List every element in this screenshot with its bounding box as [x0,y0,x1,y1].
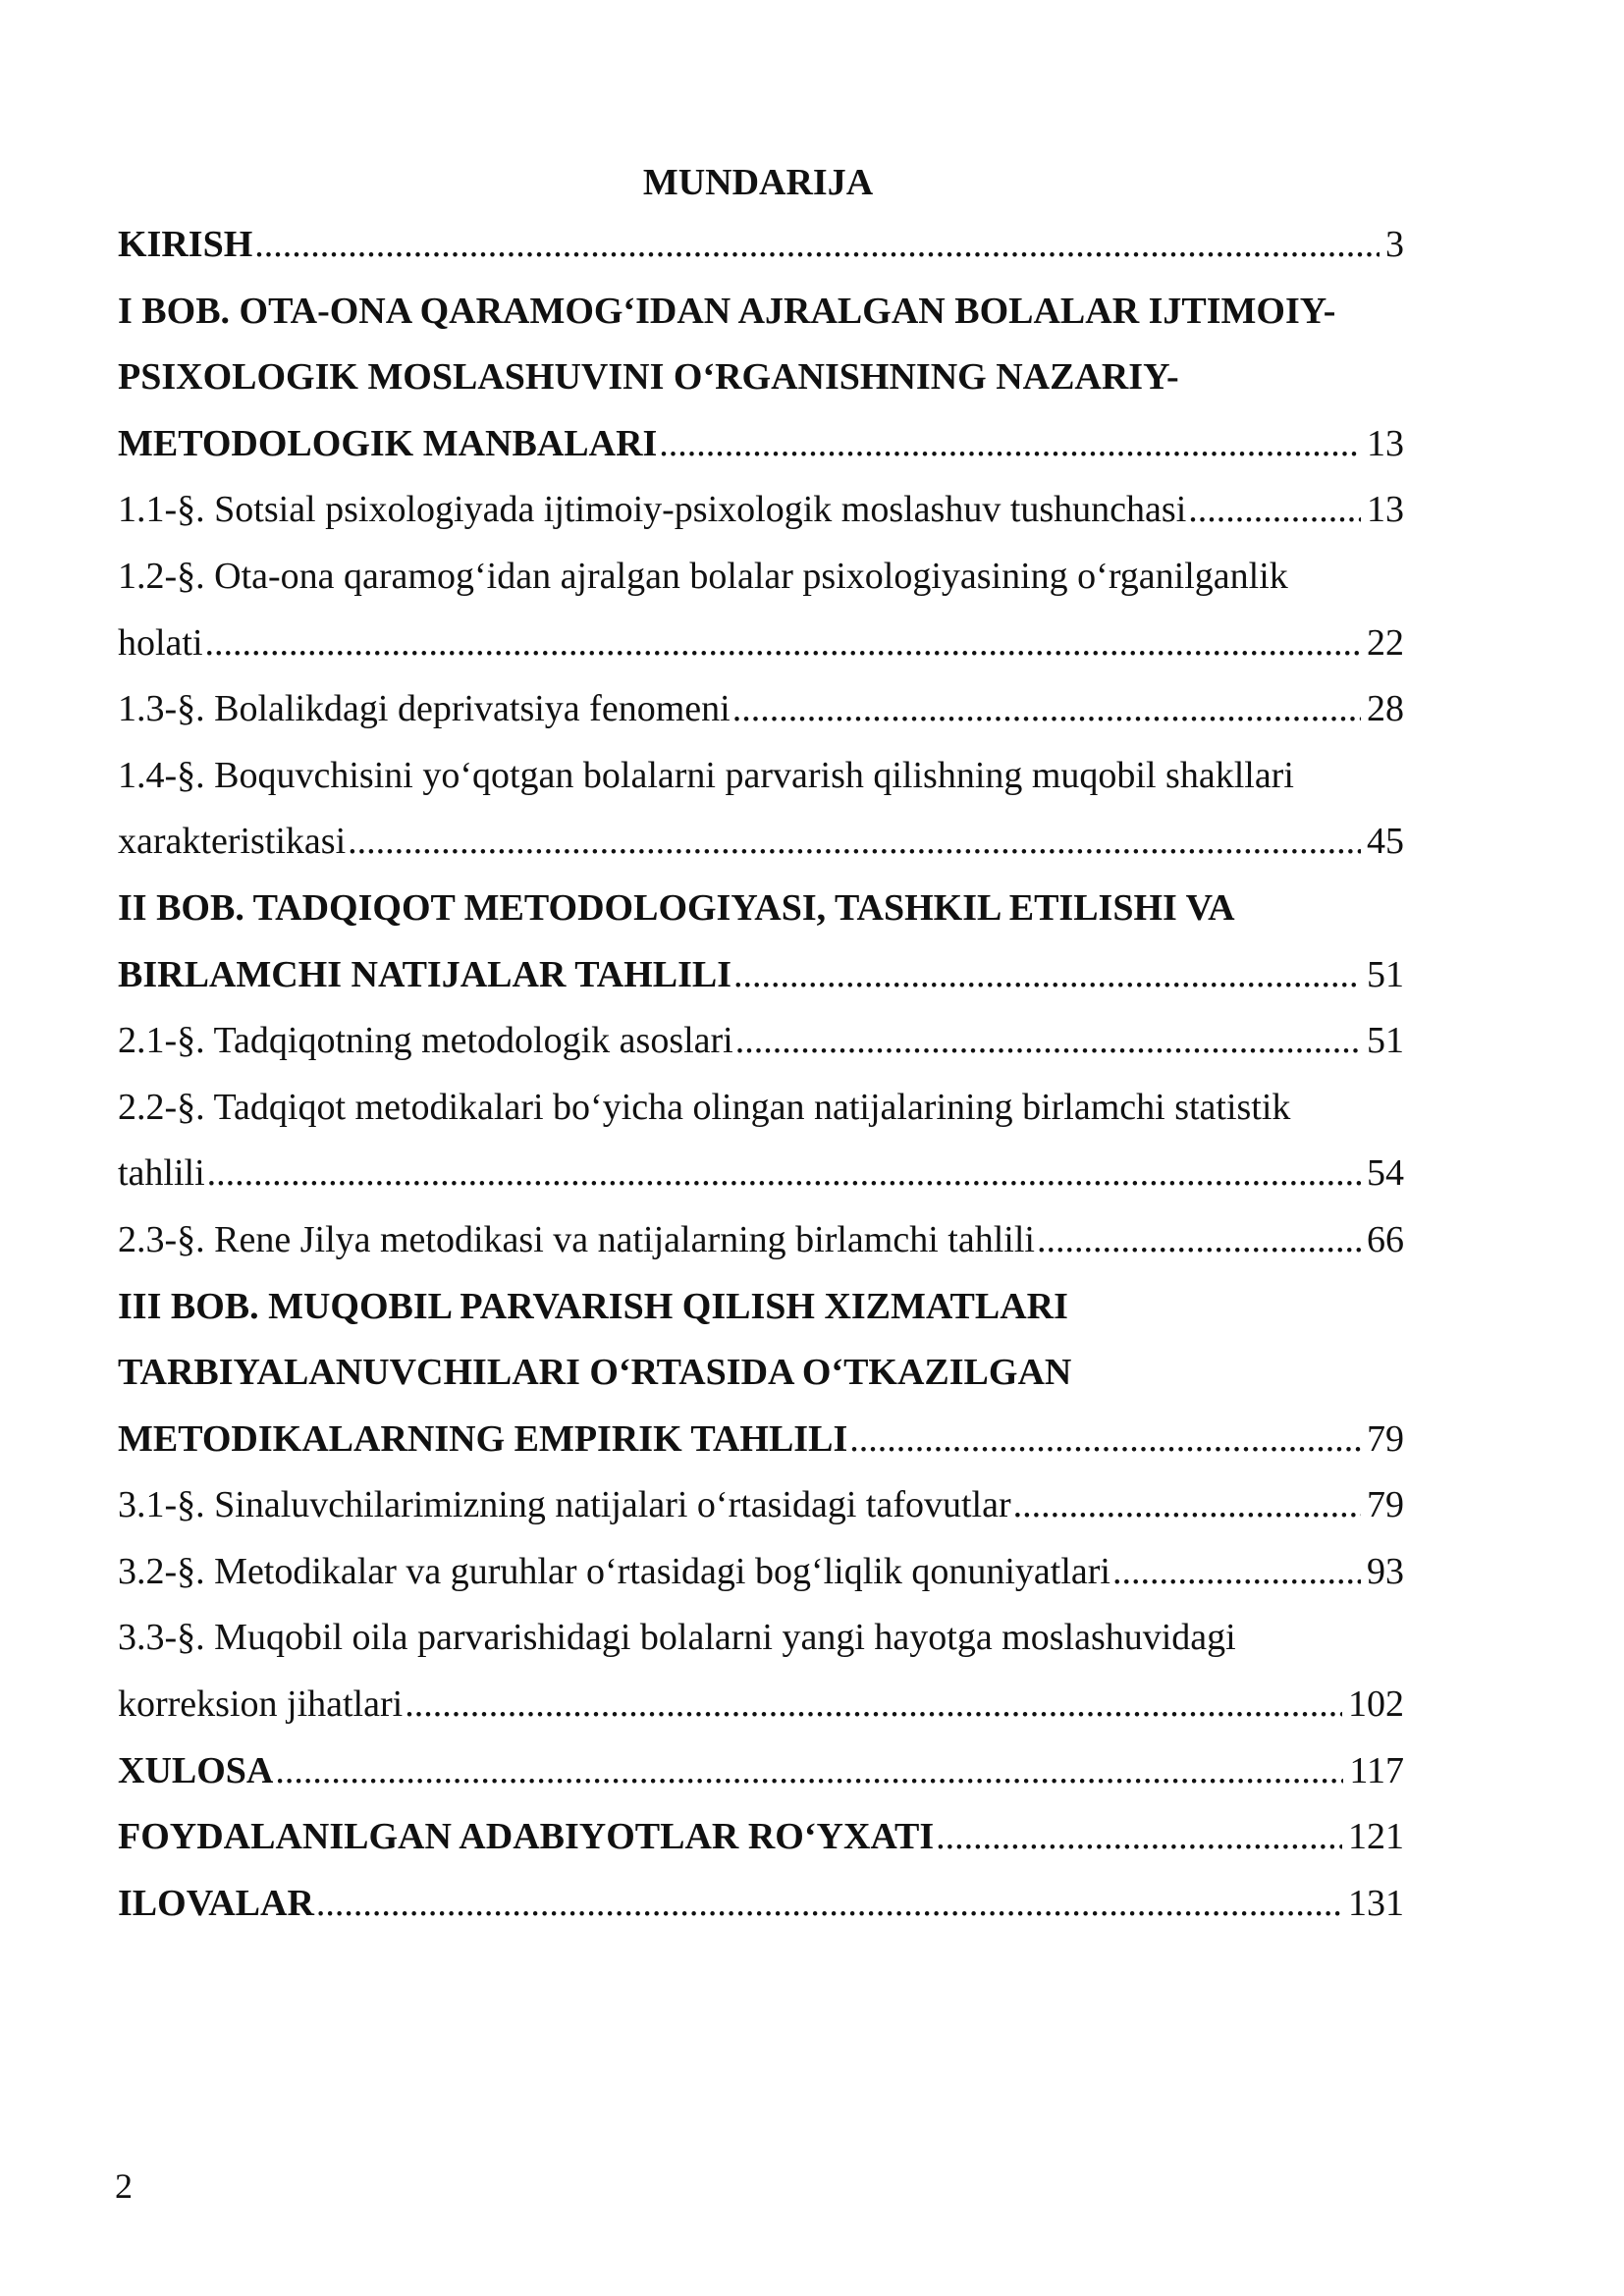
toc-entry-title: 1.2-§. Ota-ona qaramog‘idan ajralgan bolalar psixologiyasining o‘rganilganlik [118,555,1288,597]
dot-leader [1013,1472,1361,1539]
toc-entry-line [118,1075,1404,1142]
toc-entry-title: 1.4-§. Boquvchisini yo‘qotgan bolalarni parvarish qilishning muqobil shakllari [118,754,1294,796]
dot-leader [735,1008,1361,1075]
toc-entry-line [118,1472,1404,1539]
dot-leader [348,809,1361,876]
toc-entry-title: KIRISH [118,224,253,265]
toc-entry-line [118,1539,1404,1606]
toc-entry-line [118,1605,1404,1672]
toc-entry-line [118,876,1404,942]
toc-entry-title: 1.3-§. Bolalikdagi deprivatsiya fenomeni [118,688,731,730]
page-number: 2 [115,2166,133,2206]
toc-page-number: 121 [1348,1816,1404,1858]
toc-entry-line [118,1207,1404,1274]
toc-page-number: 51 [1367,953,1404,995]
toc-page-number: 54 [1367,1152,1404,1195]
toc-entry [118,676,1404,743]
toc-entry-title: METODIKALARNING EMPIRIK TAHLILI [118,1417,848,1460]
dot-leader [207,1141,1361,1207]
toc-entry-line [118,1672,1404,1738]
toc-entry-title: 2.3-§. Rene Jilya metodikasi va natijalarning birlamchi tahlili [118,1218,1035,1260]
toc-page-number: 102 [1348,1683,1404,1726]
dot-leader [405,1672,1342,1738]
toc-page-number: 79 [1367,1484,1404,1526]
dot-leader [205,611,1361,677]
toc-entry-line [118,611,1404,677]
toc-entry-title: 2.1-§. Tadqiqotning metodologik asoslari [118,1020,733,1062]
toc-entry-title: XULOSA [118,1749,274,1791]
toc-page-number: 66 [1367,1218,1404,1260]
toc-entry-title: tahlili [118,1152,205,1195]
toc-entry-title: 1.1-§. Sotsial psixologiyada ijtimoiy-psixologik moslashuv tushunchasi [118,489,1187,531]
toc-entry [118,279,1404,478]
toc-page-number: 131 [1348,1882,1404,1924]
toc-page-number: 3 [1385,224,1404,265]
toc-entry-line [118,1340,1404,1407]
dot-leader [316,1871,1342,1938]
toc-page-number: 22 [1367,621,1404,664]
toc-entry-title: ILOVALAR [118,1882,314,1924]
toc-entry-title: xarakteristikasi [118,821,347,863]
dot-leader [849,1407,1361,1473]
toc-entry-line [118,743,1404,810]
toc-entry [118,876,1404,1008]
toc-entry [118,1804,1404,1871]
toc-entry-title: korreksion jihatlari [118,1683,404,1726]
toc-entry-title: TARBIYALANUVCHILARI O‘RTASIDA O‘TKAZILGAN [118,1352,1072,1394]
toc-entry-title: PSIXOLOGIK MOSLASHUVINI O‘RGANISHNING NAZARIY- [118,356,1179,399]
table-of-contents [118,212,1404,1937]
dot-leader [732,676,1361,743]
toc-page-number: 13 [1367,422,1404,464]
toc-entry-title: 3.3-§. Muqobil oila parvarishidagi bolalarni yangi hayotga moslashuvidagi [118,1617,1236,1659]
toc-entry-line [118,345,1404,411]
toc-entry-title: III BOB. MUQOBIL PARVARISH QILISH XIZMATLARI [118,1285,1068,1327]
toc-entry-line [118,212,1404,279]
toc-entry [118,1738,1404,1805]
toc-page-number: 93 [1367,1550,1404,1592]
toc-entry [118,1008,1404,1075]
toc-entry-line [118,1274,1404,1341]
toc-entry-line [118,1008,1404,1075]
toc-entry [118,743,1404,876]
toc-entry-title: METODOLOGIK MANBALARI [118,422,658,464]
toc-entry [118,1472,1404,1539]
toc-entry-title: FOYDALANILGAN ADABIYOTLAR RO‘YXATI [118,1816,935,1858]
toc-entry-title: I BOB. OTA-ONA QARAMOG‘IDAN AJRALGAN BOLALAR IJTIMOIY- [118,290,1336,332]
toc-entry [118,544,1404,676]
toc-entry-line [118,1407,1404,1473]
dot-leader [733,942,1361,1009]
toc-entry-line [118,1804,1404,1871]
toc-entry [118,1274,1404,1473]
toc-entry-title: 3.1-§. Sinaluvchilarimizning natijalari o‘rtasidagi tafovutlar [118,1484,1011,1526]
toc-entry [118,1605,1404,1737]
toc-entry-line [118,279,1404,346]
toc-entry [118,1539,1404,1606]
toc-page-number: 117 [1349,1749,1404,1791]
toc-entry-title: 3.2-§. Metodikalar va guruhlar o‘rtasidagi bog‘liqlik qonuniyatlari [118,1550,1110,1592]
toc-page-number: 79 [1367,1417,1404,1460]
toc-title: MUNDARIJA [642,162,874,203]
toc-entry-line [118,1871,1404,1938]
toc-entry-line [118,1141,1404,1207]
toc-entry-title: 2.2-§. Tadqiqot metodikalari bo‘yicha olingan natijalarining birlamchi statistik [118,1086,1291,1128]
toc-entry-title: BIRLAMCHI NATIJALAR TAHLILI [118,953,731,995]
toc-entry [118,1207,1404,1274]
toc-entry-line [118,477,1404,544]
toc-page-number: 13 [1367,489,1404,531]
toc-page-number: 28 [1367,688,1404,730]
toc-entry-line [118,942,1404,1009]
dot-leader [1112,1539,1361,1606]
toc-entry-line [118,411,1404,478]
dot-leader [936,1804,1342,1871]
dot-leader [275,1738,1343,1805]
toc-page-number: 45 [1367,821,1404,863]
toc-entry [118,1871,1404,1938]
toc-entry-line [118,1738,1404,1805]
toc-entry-title: holati [118,621,203,664]
toc-entry-line [118,676,1404,743]
dot-leader [1037,1207,1361,1274]
dot-leader [1188,477,1361,544]
toc-entry [118,1075,1404,1207]
toc-page-number: 51 [1367,1020,1404,1062]
toc-entry [118,212,1404,279]
toc-entry-title: II BOB. TADQIQOT METODOLOGIYASI, TASHKIL ETILISHI VA [118,886,1235,929]
toc-entry-line [118,809,1404,876]
toc-entry [118,477,1404,544]
dot-leader [659,411,1361,478]
toc-entry-line [118,544,1404,611]
dot-leader [254,212,1380,279]
